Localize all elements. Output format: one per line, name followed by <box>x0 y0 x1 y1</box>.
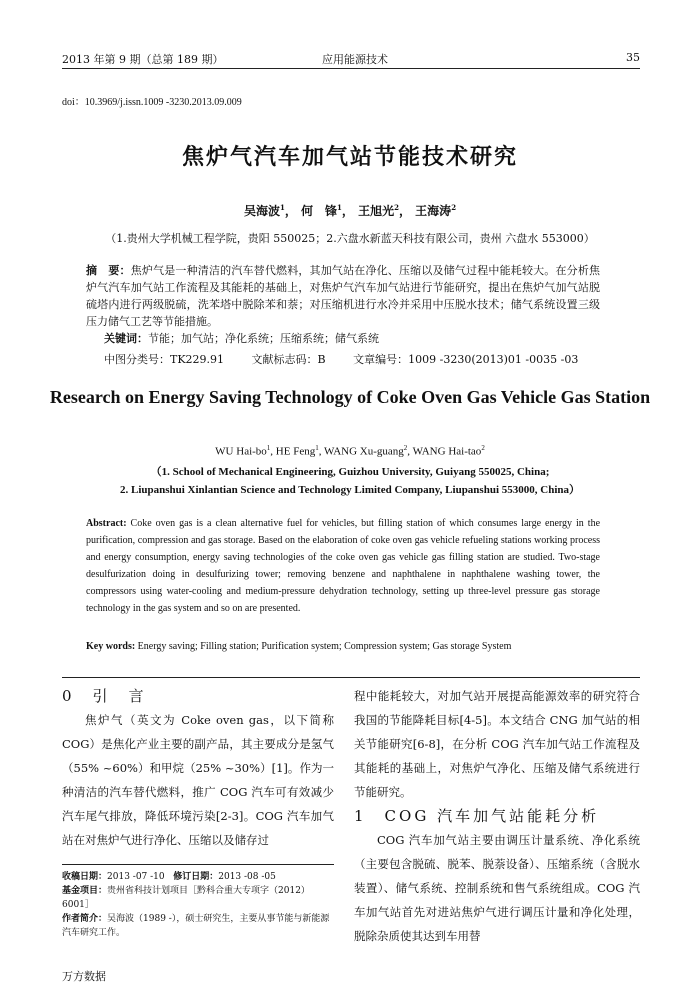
classification-line <box>104 351 624 367</box>
author-mark: 2 <box>481 444 485 452</box>
author-mark: 1 <box>315 444 319 452</box>
keywords-label: 关键词： <box>104 332 148 345</box>
received-label: 收稿日期： <box>62 872 108 882</box>
body-paragraph: 程中能耗较大，对加气站开展提高能源效率的研究符合我国的节能降耗目标[4-5]。本文结合 CNG 加气站的相关节能研究[6-8]，在分析 COG 汽车加气站工作流程及其能耗的基础上，对焦炉气净化、压缩及储气系统进行节能研究。 <box>354 689 640 799</box>
author: 王海涛 <box>415 204 452 218</box>
author: HE Feng <box>275 445 316 458</box>
fund-text: 贵州省科技计划项目［黔科合重大专项字（2012）6001］ <box>62 886 310 910</box>
author-mark: 1 <box>266 444 271 452</box>
affiliation-line: （1. School of Mechanical Engineering, Guizhou University, Guiyang 550025, China; <box>150 466 550 478</box>
footnote <box>62 870 334 940</box>
author: 王旭光 <box>358 204 395 218</box>
abstract-chinese <box>86 262 600 330</box>
authors-english: WU Hai-$bo^1$, HE Feng$^1$, WANG Xu-guang$^2$, WANG Hai-tao$^2$ <box>215 444 485 458</box>
header-journal: 应用能源技术 <box>322 53 388 66</box>
keywords-label: Key words: <box>86 641 136 652</box>
author-mark: 1 <box>279 203 285 212</box>
keywords-english <box>86 638 600 655</box>
revised-date: 2013 -08 -05 <box>218 872 276 882</box>
keywords-text: 节能；加气站；净化系统；压缩系统；储气系统 <box>148 332 379 345</box>
author-mark: 2 <box>394 203 399 212</box>
footnote-author <box>62 912 334 940</box>
author: WU Hai-bo <box>215 445 267 458</box>
keywords-chinese <box>104 330 604 346</box>
header-rule <box>62 68 640 69</box>
revised-label: 修订日期： <box>173 872 219 882</box>
footnote-dates <box>62 870 334 884</box>
author-mark: 1 <box>337 203 342 212</box>
header-issue: 2013 年第 9 期（总第 189 期） <box>62 53 224 66</box>
left-column <box>62 684 334 852</box>
author: WANG Xu-guang <box>324 445 404 458</box>
title-chinese: 焦炉气汽车加气站节能技术研究 <box>181 144 518 170</box>
section-0-heading: 0 引 言 <box>62 687 147 705</box>
author-bio-label: 作者简介： <box>62 914 108 924</box>
keywords-text: Energy saving; Filling station; Purification system; Compression system; Gas storage System <box>137 641 512 652</box>
article-number: 文章编号：1009 -3230(2013)01 -0035 -03 <box>353 353 579 366</box>
abstract-text: Coke oven gas is a clean alternative fuel for vehicles, but filling station of which consumes large energy in the purification, compression and gas storage. Based on the elaboration of coke oven gas vehicle refueling stations working process and energy consumption, energy saving technologies of the coke oven gas vehicle gas filling station are studied. Two-stage desulfurization doing in desulfurizing tower; removing benzene and naphthalene in naphthalene washing tower, the compressors using water-cooling and medium-pressure dehydration technology, setting up three-level pressure gas storage technology in the gas system and so on are presented. <box>86 518 601 614</box>
footnote-rule <box>62 864 334 865</box>
footer-watermark: 万方数据 <box>62 970 106 983</box>
section-rule <box>62 677 640 678</box>
doi: doi：10.3969/j.issn.1009 -3230.2013.09.009 <box>62 97 242 108</box>
author: WANG Hai-tao <box>412 445 482 458</box>
abstract-english <box>86 515 600 617</box>
section-1-heading: 1 COG 汽车加气站能耗分析 <box>354 807 600 825</box>
clc-number: 中图分类号：TK229.91 <box>104 353 225 366</box>
author-mark: 2 <box>451 203 457 212</box>
author: 何 锋 <box>301 204 338 218</box>
body-paragraph: 焦炉气（英文为 Coke oven gas，以下简称 COG）是焦化产业主要的副产品，其主要成分是氢气（55% ~60%）和甲烷（25% ~30%）[1]。作为一种清洁的汽车替代燃料，推广 COG 汽车可有效减少汽车尾气排放，降低环境污染[2-3]。COG 汽车加气站在对焦炉气进行净化、压缩以及储存过 <box>62 713 334 847</box>
received-date: 2013 -07 -10 <box>107 872 165 882</box>
affiliation-english <box>0 463 700 499</box>
document-code: 文献标志码：B <box>251 353 326 366</box>
fund-label: 基金项目： <box>62 886 108 896</box>
title-english-text: Research on Energy Saving Technology of Coke Oven Gas Vehicle Gas Station <box>49 387 651 407</box>
abstract-label: Abstract: <box>86 518 127 529</box>
affiliation-line: 2. Liupanshui Xinlantian Science and Technology Limited Company, Liupanshui 553000, China） <box>119 484 580 496</box>
author-mark: 2 <box>403 444 408 452</box>
abstract-text: 焦炉气是一种清洁的汽车替代燃料，其加气站在净化、压缩以及储气过程中能耗较大。在分析焦炉气汽车加气站工作流程及其能耗的基础上，对焦炉气汽车加气站进行节能研究，提出在焦炉气加气站脱硫塔内进行两级脱硫，洗苯塔中脱除苯和萘；对压缩机进行水冷并采用中压脱水技术；储气系统设置三级压力储气工艺等节能措施。 <box>86 264 601 328</box>
affiliation-chinese: （1.贵州大学机械工程学院，贵阳 550025；2.六盘水新蓝天科技有限公司，贵州 六盘水 553000） <box>105 232 595 245</box>
abstract-label: 摘 要： <box>86 264 131 277</box>
footnote-fund <box>62 884 334 912</box>
header-page-number: 35 <box>626 51 640 64</box>
body-paragraph: COG 汽车加气站主要由调压计量系统、净化系统（主要包含脱硫、脱苯、脱萘设备）、压缩系统（含脱水装置）、储气系统、控制系统和售气系统组成。COG 汽车加气站首先对进站焦炉气进行调压计量和净化处理，脱除杂质使其达到车用替 <box>354 833 640 943</box>
author-bio-text: 吴海波（1989 -），硕士研究生，主要从事节能与新能源汽车研究工作。 <box>62 914 330 938</box>
right-column <box>354 684 640 948</box>
title-english <box>0 383 700 411</box>
author: 吴海波 <box>243 204 280 218</box>
authors-chinese: 吴海波$^1$， 何 锋$^1$， 王旭光$^2$， 王海涛$^2$ <box>243 203 457 218</box>
